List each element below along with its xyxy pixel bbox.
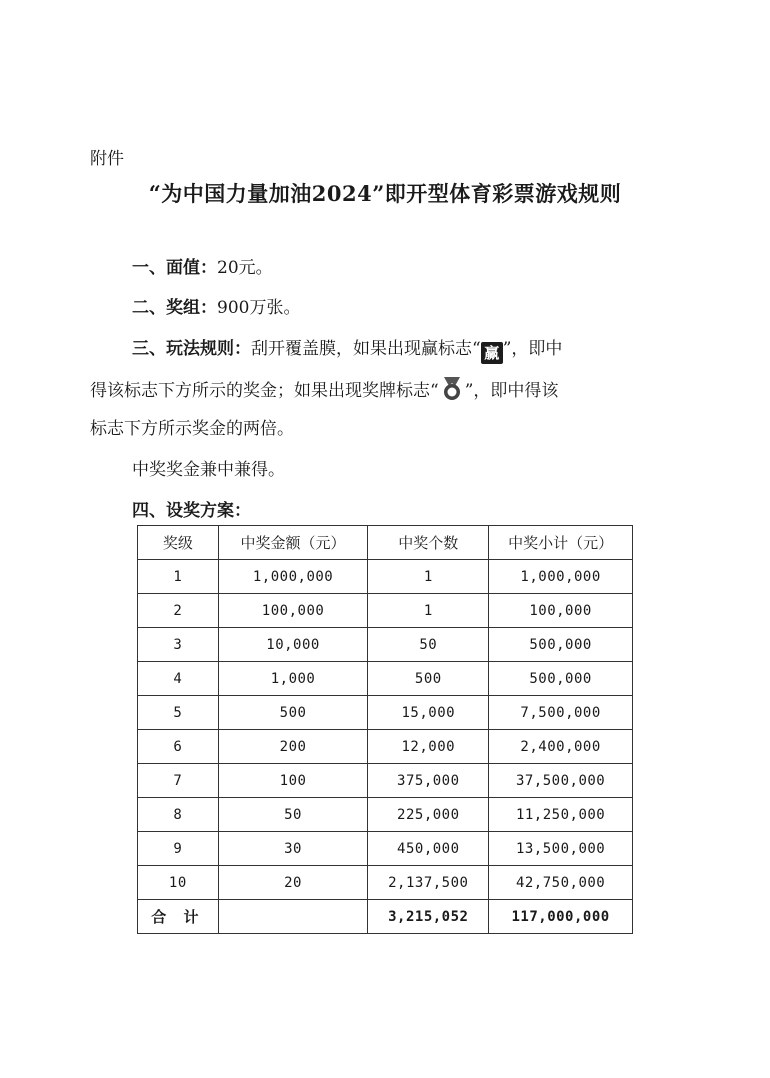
rules-text-3: 得该标志下方所示的奖金；如果出现奖牌标志“ [90, 381, 439, 401]
cell-subtotal: 2,400,000 [489, 730, 633, 764]
cell-subtotal: 100,000 [489, 594, 633, 628]
prize-group-label: 二、奖组： [132, 298, 217, 318]
cell-amount: 1,000,000 [218, 560, 368, 594]
cell-subtotal: 7,500,000 [489, 696, 633, 730]
table-row [138, 662, 633, 696]
prize-plan-line [132, 496, 251, 521]
rules-label: 三、玩法规则： [132, 339, 251, 359]
header-subtotal: 中奖小计（元） [489, 526, 633, 560]
cell-amount: 1,000 [218, 662, 368, 696]
table-row [138, 866, 633, 900]
table-row [138, 730, 633, 764]
cell-count: 12,000 [368, 730, 489, 764]
header-count: 中奖个数 [368, 526, 489, 560]
header-amount: 中奖金额（元） [218, 526, 368, 560]
prize-group: 900万张。 [217, 298, 301, 318]
cell-count: 2,137,500 [368, 866, 489, 900]
cell-subtotal: 11,250,000 [489, 798, 633, 832]
total-subtotal: 117,000,000 [489, 900, 633, 934]
cell-amount: 10,000 [218, 628, 368, 662]
cell-amount: 20 [218, 866, 368, 900]
document-title: “为中国力量加油2024”即开型体育彩票游戏规则 [148, 181, 622, 206]
cell-level: 2 [138, 594, 219, 628]
table-row [138, 628, 633, 662]
cell-count: 50 [368, 628, 489, 662]
rules-text-2: ”，即中 [502, 339, 563, 359]
cell-level: 8 [138, 798, 219, 832]
total-label: 合 计 [138, 900, 219, 934]
table-row [138, 696, 633, 730]
cell-level: 3 [138, 628, 219, 662]
win-sign-icon: 赢 [481, 342, 503, 364]
cell-level: 1 [138, 560, 219, 594]
cell-amount: 500 [218, 696, 368, 730]
cell-count: 15,000 [368, 696, 489, 730]
cell-count: 225,000 [368, 798, 489, 832]
cell-subtotal: 13,500,000 [489, 832, 633, 866]
cell-subtotal: 500,000 [489, 662, 633, 696]
cell-count: 450,000 [368, 832, 489, 866]
total-amount [218, 900, 368, 934]
combine-note: 中奖奖金兼中兼得。 [132, 460, 285, 480]
rules-line-2 [90, 376, 558, 407]
cell-subtotal: 500,000 [489, 628, 633, 662]
prize-plan-label: 四、设奖方案： [132, 501, 251, 521]
prize-table-header [138, 526, 633, 560]
total-count: 3,215,052 [368, 900, 489, 934]
cell-level: 10 [138, 866, 219, 900]
cell-count: 1 [368, 560, 489, 594]
table-row [138, 594, 633, 628]
cell-count: 375,000 [368, 764, 489, 798]
cell-subtotal: 42,750,000 [489, 866, 633, 900]
cell-amount: 200 [218, 730, 368, 764]
cell-amount: 100 [218, 764, 368, 798]
cell-level: 5 [138, 696, 219, 730]
rules-line-3 [90, 414, 294, 439]
cell-count: 1 [368, 594, 489, 628]
table-row [138, 764, 633, 798]
cell-amount: 100,000 [218, 594, 368, 628]
header-level: 奖级 [138, 526, 219, 560]
rules-text-1: 刮开覆盖膜，如果出现赢标志“ [251, 339, 481, 359]
cell-level: 4 [138, 662, 219, 696]
table-row [138, 798, 633, 832]
face-value-label: 一、面值： [132, 258, 217, 278]
cell-level: 6 [138, 730, 219, 764]
prize-table-total-row [138, 900, 633, 934]
cell-amount: 50 [218, 798, 368, 832]
face-value: 20元。 [217, 258, 273, 278]
cell-level: 9 [138, 832, 219, 866]
cell-subtotal: 1,000,000 [489, 560, 633, 594]
face-value-line [132, 253, 273, 278]
table-row [138, 560, 633, 594]
prize-table [137, 525, 633, 934]
table-row [138, 832, 633, 866]
rules-text-5: 标志下方所示奖金的两倍。 [90, 419, 294, 439]
cell-level: 7 [138, 764, 219, 798]
attachment-label: 附件 [90, 149, 124, 169]
medal-icon [439, 376, 465, 407]
prize-group-line [132, 293, 300, 318]
rules-line-1 [132, 334, 562, 364]
cell-subtotal: 37,500,000 [489, 764, 633, 798]
cell-amount: 30 [218, 832, 368, 866]
cell-count: 500 [368, 662, 489, 696]
rules-text-4: ”，即中得该 [464, 381, 559, 401]
